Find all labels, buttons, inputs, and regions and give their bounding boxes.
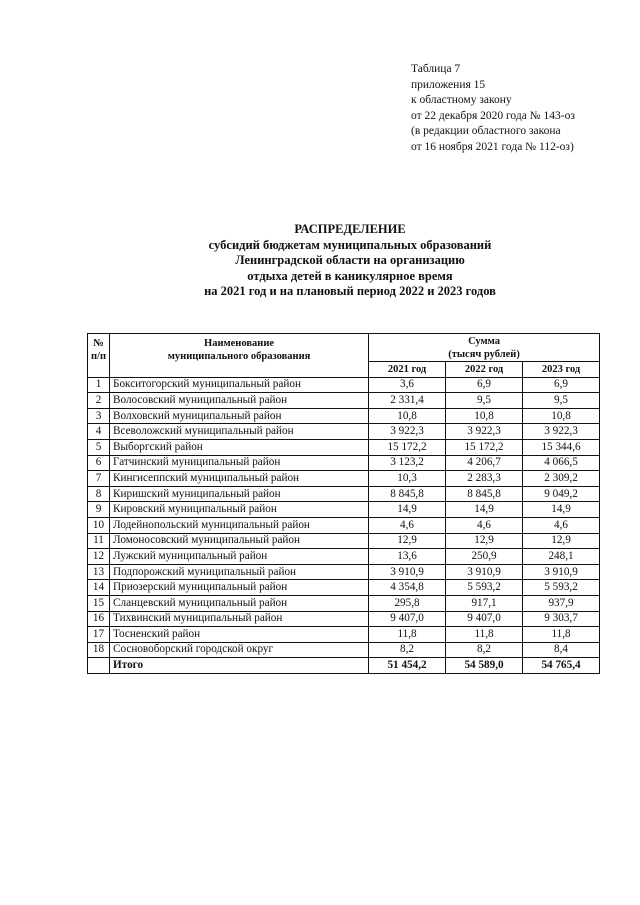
header-name-line1: Наименование (204, 338, 275, 349)
amount-2021: 10,8 (369, 408, 446, 424)
row-number: 4 (88, 424, 110, 440)
table-reference-note (411, 62, 631, 155)
municipality-name: Волховский муниципальный район (110, 408, 369, 424)
table-row (88, 549, 600, 565)
total-number-cell (88, 658, 110, 674)
title-line: на 2021 год и на плановый период 2022 и 2023 годов (204, 284, 496, 298)
municipality-name: Кингисеппский муниципальный район (110, 471, 369, 487)
amount-2021: 3,6 (369, 377, 446, 393)
municipality-name: Киришский муниципальный район (110, 486, 369, 502)
table-row (88, 471, 600, 487)
note-line: к областному закону (411, 94, 512, 106)
amount-2022: 11,8 (446, 627, 523, 643)
total-row (88, 658, 600, 674)
amount-2023: 2 309,2 (523, 471, 600, 487)
amount-2023: 8,4 (523, 642, 600, 658)
header-name (110, 334, 369, 378)
row-number: 16 (88, 611, 110, 627)
title-line: Ленинградской области на организацию (235, 253, 465, 267)
total-2021: 51 454,2 (369, 658, 446, 674)
amount-2023: 937,9 (523, 595, 600, 611)
amount-2022: 3 922,3 (446, 424, 523, 440)
municipality-name: Подпорожский муниципальный район (110, 564, 369, 580)
header-name-line2: муниципального образования (167, 351, 311, 362)
amount-2022: 2 283,3 (446, 471, 523, 487)
amount-2021: 15 172,2 (369, 439, 446, 455)
amount-2023: 3 922,3 (523, 424, 600, 440)
table-row (88, 580, 600, 596)
row-number: 12 (88, 549, 110, 565)
note-line: Таблица 7 (411, 63, 461, 75)
municipality-name: Сланцевский муниципальный район (110, 595, 369, 611)
table-row (88, 627, 600, 643)
amount-2021: 14,9 (369, 502, 446, 518)
table-row (88, 517, 600, 533)
amount-2023: 9,5 (523, 393, 600, 409)
amount-2021: 4 354,8 (369, 580, 446, 596)
amount-2022: 10,8 (446, 408, 523, 424)
table-row (88, 393, 600, 409)
amount-2023: 6,9 (523, 377, 600, 393)
amount-2023: 3 910,9 (523, 564, 600, 580)
row-number: 7 (88, 471, 110, 487)
amount-2023: 4 066,5 (523, 455, 600, 471)
header-year-2023: 2023 год (523, 362, 600, 378)
title-line: РАСПРЕДЕЛЕНИЕ (294, 222, 406, 236)
amount-2023: 10,8 (523, 408, 600, 424)
header-sum-line2: (тысяч рублей) (448, 349, 520, 360)
amount-2022: 250,9 (446, 549, 523, 565)
amount-2023: 4,6 (523, 517, 600, 533)
row-number: 3 (88, 408, 110, 424)
amount-2021: 2 331,4 (369, 393, 446, 409)
header-year-2022: 2022 год (446, 362, 523, 378)
amount-2022: 14,9 (446, 502, 523, 518)
header-sum (369, 334, 600, 362)
amount-2021: 10,3 (369, 471, 446, 487)
amount-2022: 4 206,7 (446, 455, 523, 471)
header-year-2021: 2021 год (369, 362, 446, 378)
amount-2021: 8 845,8 (369, 486, 446, 502)
table-row (88, 424, 600, 440)
amount-2023: 248,1 (523, 549, 600, 565)
amount-2022: 5 593,2 (446, 580, 523, 596)
table-row (88, 533, 600, 549)
title-line: субсидий бюджетам муниципальных образований (208, 237, 492, 252)
total-2023: 54 765,4 (523, 658, 600, 674)
header-number-line1: № (93, 338, 104, 349)
amount-2022: 8,2 (446, 642, 523, 658)
amount-2022: 6,9 (446, 377, 523, 393)
amount-2022: 12,9 (446, 533, 523, 549)
table-row (88, 595, 600, 611)
row-number: 17 (88, 627, 110, 643)
amount-2021: 295,8 (369, 595, 446, 611)
amount-2021: 12,9 (369, 533, 446, 549)
municipality-name: Ломоносовский муниципальный район (110, 533, 369, 549)
municipality-name: Бокситогорский муниципальный район (110, 377, 369, 393)
amount-2022: 15 172,2 (446, 439, 523, 455)
amount-2022: 8 845,8 (446, 486, 523, 502)
table-row (88, 564, 600, 580)
header-sum-line1: Сумма (468, 336, 500, 347)
municipality-name: Всеволожский муниципальный район (110, 424, 369, 440)
note-line: от 16 ноября 2021 года № 112-оз) (411, 140, 574, 153)
amount-2022: 917,1 (446, 595, 523, 611)
municipality-name: Лужский муниципальный район (110, 549, 369, 565)
row-number: 14 (88, 580, 110, 596)
amount-2021: 11,8 (369, 627, 446, 643)
header-number-line2: п/п (91, 351, 107, 362)
amount-2022: 9,5 (446, 393, 523, 409)
total-label: Итого (110, 658, 369, 674)
table-row (88, 642, 600, 658)
table-row (88, 455, 600, 471)
amount-2023: 14,9 (523, 502, 600, 518)
row-number: 5 (88, 439, 110, 455)
row-number: 2 (88, 393, 110, 409)
table-row (88, 502, 600, 518)
row-number: 6 (88, 455, 110, 471)
document-title (120, 222, 580, 300)
row-number: 11 (88, 533, 110, 549)
amount-2021: 9 407,0 (369, 611, 446, 627)
row-number: 10 (88, 517, 110, 533)
amount-2021: 3 123,2 (369, 455, 446, 471)
row-number: 13 (88, 564, 110, 580)
table-row (88, 486, 600, 502)
title-line: отдыха детей в каникулярное время (247, 268, 453, 283)
table-body (88, 377, 600, 658)
note-line: (в редакции областного закона (411, 125, 561, 137)
municipality-name: Кировский муниципальный район (110, 502, 369, 518)
municipality-name: Сосновоборский городской округ (110, 642, 369, 658)
amount-2021: 4,6 (369, 517, 446, 533)
municipality-name: Тосненский район (110, 627, 369, 643)
amount-2023: 11,8 (523, 627, 600, 643)
amount-2023: 5 593,2 (523, 580, 600, 596)
table-row (88, 377, 600, 393)
row-number: 9 (88, 502, 110, 518)
amount-2023: 9 303,7 (523, 611, 600, 627)
total-2022: 54 589,0 (446, 658, 523, 674)
municipality-name: Выборгский район (110, 439, 369, 455)
header-number (88, 334, 110, 378)
amount-2023: 15 344,6 (523, 439, 600, 455)
distribution-table (87, 333, 600, 674)
municipality-name: Гатчинский муниципальный район (110, 455, 369, 471)
row-number: 18 (88, 642, 110, 658)
table-row (88, 439, 600, 455)
amount-2021: 3 910,9 (369, 564, 446, 580)
amount-2022: 4,6 (446, 517, 523, 533)
amount-2021: 3 922,3 (369, 424, 446, 440)
municipality-name: Тихвинский муниципальный район (110, 611, 369, 627)
note-line: от 22 декабря 2020 года № 143-оз (411, 109, 575, 122)
table-row (88, 408, 600, 424)
row-number: 15 (88, 595, 110, 611)
amount-2022: 9 407,0 (446, 611, 523, 627)
amount-2023: 12,9 (523, 533, 600, 549)
row-number: 1 (88, 377, 110, 393)
row-number: 8 (88, 486, 110, 502)
municipality-name: Лодейнопольский муниципальный район (110, 517, 369, 533)
table-row (88, 611, 600, 627)
amount-2023: 9 049,2 (523, 486, 600, 502)
municipality-name: Волосовский муниципальный район (110, 393, 369, 409)
note-line: приложения 15 (411, 78, 486, 91)
amount-2021: 13,6 (369, 549, 446, 565)
amount-2022: 3 910,9 (446, 564, 523, 580)
municipality-name: Приозерский муниципальный район (110, 580, 369, 596)
amount-2021: 8,2 (369, 642, 446, 658)
